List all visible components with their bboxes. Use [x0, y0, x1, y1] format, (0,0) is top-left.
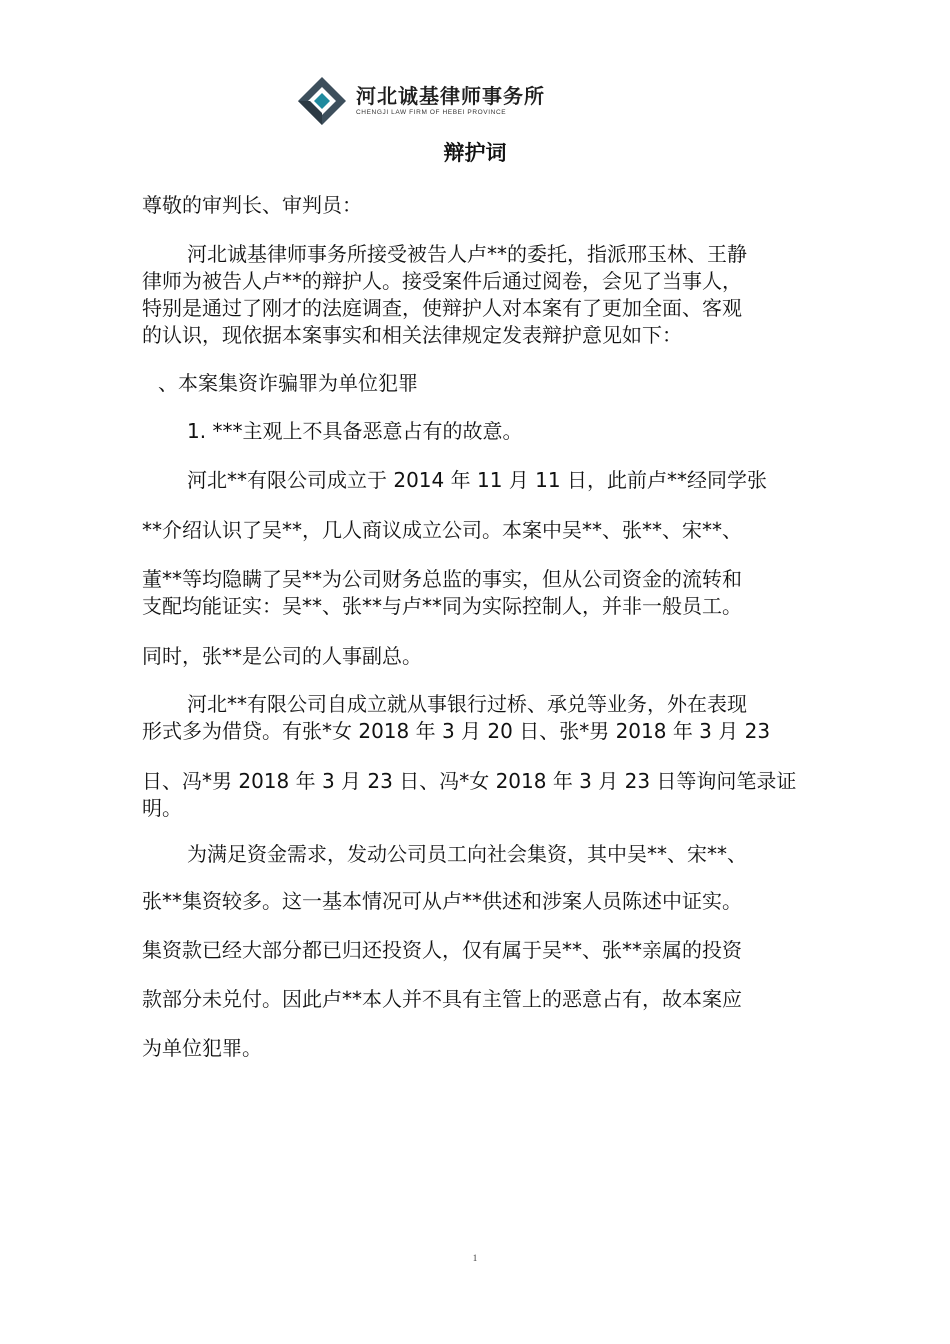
body-line: 为满足资金需求，发动公司员工向社会集资，其中吴**、宋**、 — [187, 842, 747, 866]
firm-name-en: CHENGJI LAW FIRM OF HEBEI PROVINCE — [356, 109, 507, 116]
body-line: 明。 — [142, 796, 182, 820]
salutation: 尊敬的审判长、审判员： — [142, 193, 362, 217]
body-line: 日、冯*男 2018 年 3 月 23 日、冯*女 2018 年 3 月 23 日等询问笔录证 — [142, 769, 797, 793]
body-line: 特别是通过了刚才的法庭调查，使辩护人对本案有了更加全面、客观 — [142, 296, 742, 320]
body-line: 形式多为借贷。有张*女 2018 年 3 月 20 日、张*男 2018 年 3 月 23 — [142, 719, 771, 743]
section-heading: 、本案集资诈骗罪为单位犯罪 — [158, 371, 418, 395]
body-line: 集资款已经大部分都已归还投资人，仅有属于吴**、张**亲属的投资 — [142, 938, 742, 962]
page-number: 1 — [472, 1253, 478, 1263]
body-line: 张**集资较多。这一基本情况可从卢**供述和涉案人员陈述中证实。 — [142, 889, 742, 913]
firm-logo — [296, 74, 545, 128]
body-line: 河北**有限公司自成立就从事银行过桥、承兑等业务，外在表现 — [187, 692, 747, 716]
body-line: 的认识，现依据本案事实和相关法律规定发表辩护意见如下： — [142, 323, 682, 347]
body-line: 支配均能证实：吴**、张**与卢**同为实际控制人，并非一般员工。 — [142, 594, 742, 618]
body-line: 河北**有限公司成立于 2014 年 11 月 11 日，此前卢**经同学张 — [187, 468, 767, 492]
body-line: 河北诚基律师事务所接受被告人卢**的委托，指派邢玉林、王静 — [187, 242, 747, 266]
firm-name-cn: 河北诚基律师事务所 — [356, 84, 545, 108]
subsection-heading: 1. ***主观上不具备恶意占有的故意。 — [187, 419, 523, 443]
body-line: 同时，张**是公司的人事副总。 — [142, 644, 422, 668]
law-firm-logo-icon — [296, 75, 348, 127]
body-line: **介绍认识了吴**，几人商议成立公司。本案中吴**、张**、宋**、 — [142, 518, 742, 542]
body-line: 董**等均隐瞒了吴**为公司财务总监的事实，但从公司资金的流转和 — [142, 567, 742, 591]
body-line: 为单位犯罪。 — [142, 1036, 262, 1060]
body-line: 款部分未兑付。因此卢**本人并不具有主管上的恶意占有，故本案应 — [142, 987, 742, 1011]
body-line: 律师为被告人卢**的辩护人。接受案件后通过阅卷，会见了当事人， — [142, 269, 742, 293]
document-title: 辩护词 — [443, 141, 507, 165]
